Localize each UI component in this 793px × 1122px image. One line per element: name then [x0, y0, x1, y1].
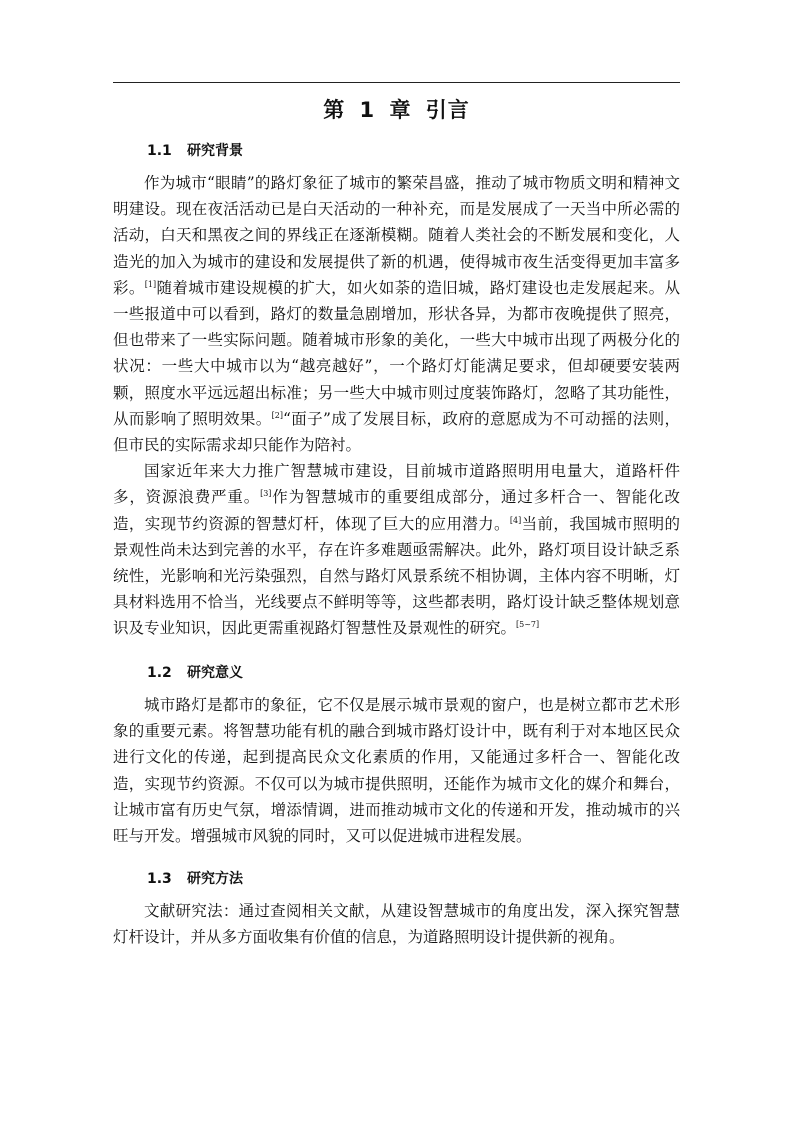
paragraph-text: 城市路灯是都市的象征，它不仅是展示城市景观的窗户，也是树立都市艺术形象的重要元素。将智慧功能有机的融合到城市路灯设计中，既有利于对本地区民众进行文化的传递，起到提高民众文化素质的作用，又能通过多杆合一、智能化改造，实现节约资源。不仅可以为城市提供照明，还能作为城市文化的媒介和舞台，让城市富有历史气氛，增添情调，进而推动城市文化的传递和开发，推动城市的兴旺与开发。增强城市风貌的同时，又可以促进城市进程发展。: [113, 696, 680, 846]
section-title: 研究背景: [187, 143, 243, 159]
citation-ref: [5~7]: [516, 620, 540, 630]
section-number: 1.2: [147, 665, 172, 681]
paragraph-text: 当前，我国城市照明的景观性尚未达到完善的水平，存在许多难题亟需解决。此外，路灯项目设计缺乏系统性，光影响和光污染强烈，自然与路灯风景系统不相协调，主体内容不明晰，灯具材料选用不恰当，光线要点不鲜明等等，这些都表明，路灯设计缺乏整体规划意识及专业知识，因此更需重视路灯智慧性及景观性的研究。: [113, 514, 680, 638]
paragraph-text: 作为城市“眼睛”的路灯象征了城市的繁荣昌盛，推动了城市物质文明和精神文明建设。现在夜活活动已是白天活动的一种补充，而是发展成了一天当中所必需的活动，白天和黑夜之间的界线正在逐渐模糊。随着人类社会的不断发展和变化，人造光的加入为城市的建设和发展提供了新的机遇，使得城市夜生活变得更加丰富多彩。: [113, 174, 680, 297]
section-heading: [113, 866, 680, 892]
citation-ref: [1]: [144, 279, 157, 289]
section-title: 研究方法: [187, 871, 243, 887]
paragraph-text: “面子”成了发展目标，政府的意愿成为不可动摇的法则，但市民的实际需求却只能作为陪衬。: [113, 409, 680, 455]
citation-ref: [3]: [260, 489, 272, 499]
section-number: 1.1: [147, 143, 172, 159]
paragraph: [113, 170, 680, 458]
section-research-significance: [113, 660, 680, 849]
citation-ref: [4]: [509, 515, 522, 525]
section-heading: [113, 660, 680, 686]
paragraph: [113, 458, 680, 641]
paragraph: [113, 898, 680, 950]
section-title: 研究意义: [187, 665, 243, 681]
section-research-method: [113, 866, 680, 950]
paragraph: [113, 692, 680, 849]
citation-ref: [2]: [271, 410, 283, 420]
paragraph-text: 文献研究法：通过查阅相关文献，从建设智慧城市的角度出发，深入探究智慧灯杆设计，并从多方面收集有价值的信息，为道路照明设计提供新的视角。: [113, 902, 680, 947]
section-heading: [113, 138, 680, 164]
paragraph-text: 随着城市建设规模的扩大，如火如荼的造旧城，路灯建设也走发展起来。从一些报道中可以看到，路灯的数量急剧增加，形状各异，为都市夜晚提供了照亮，但也带来了一些实际问题。随着城市形象的美化，一些大中城市出现了两极分化的状况：一些大中城市以为“越亮越好”，一个路灯灯能满足要求，但却硬要安装两颗，照度水平远远超出标准；另一些大中城市则过度装饰路灯，忽略了其功能性，从而影响了照明效果。: [113, 278, 680, 428]
paragraph-text: 作为智慧城市的重要组成部分，通过多杆合一、智能化改造，实现节约资源的智慧灯杆，体现了巨大的应用潜力。: [113, 488, 680, 533]
header-rule: [113, 82, 680, 83]
section-number: 1.3: [147, 871, 172, 887]
chapter-title: 第 1 章 引言: [323, 98, 470, 122]
section-research-background: [113, 138, 680, 642]
paragraph-text: 国家近年来大力推广智慧城市建设，目前城市道路照明用电量大，道路杆件多，资源浪费严重。: [113, 462, 680, 507]
